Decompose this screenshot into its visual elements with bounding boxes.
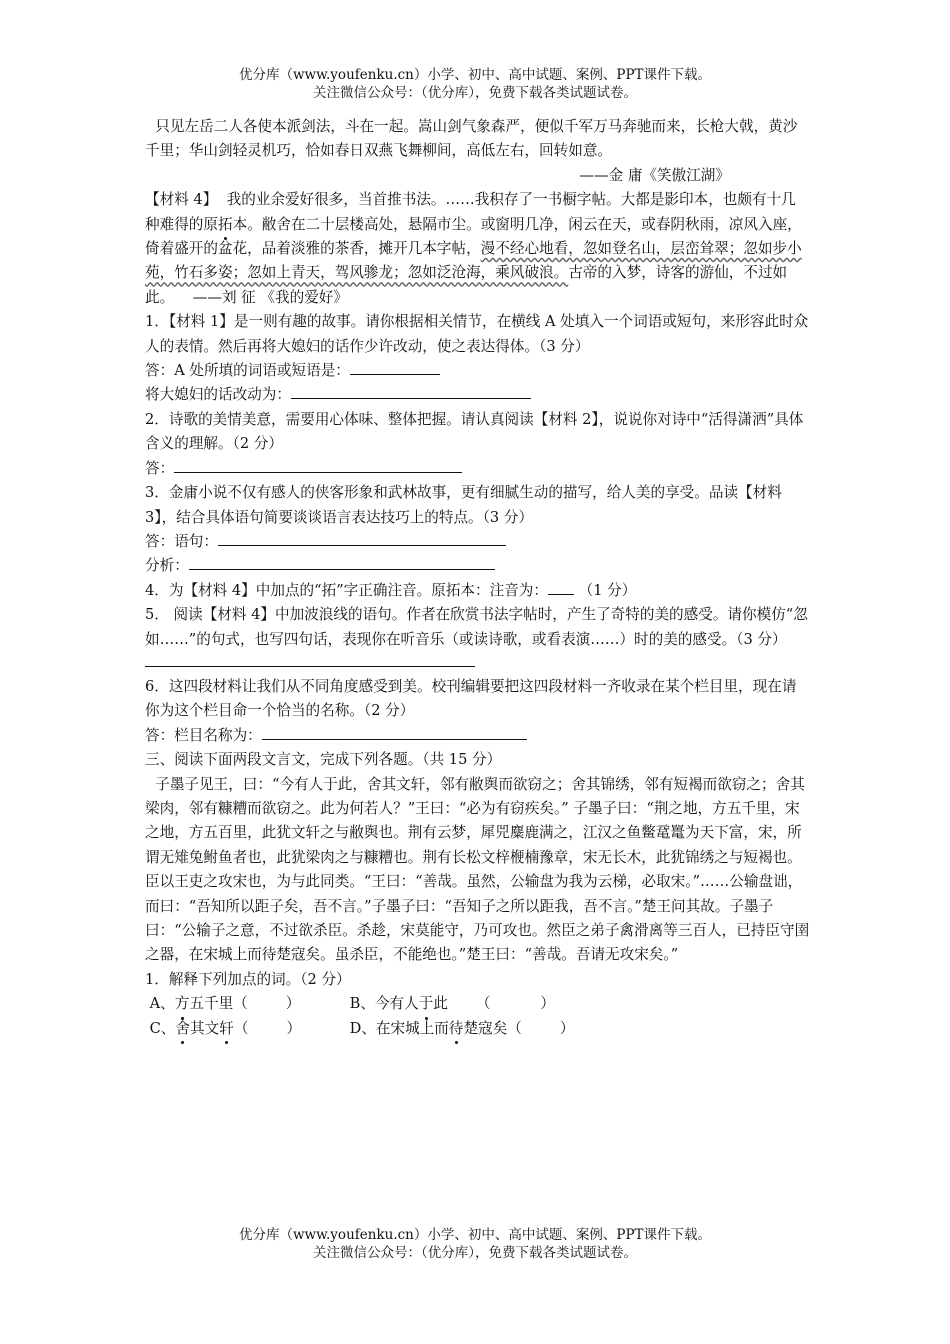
- footer-line-2: 关注微信公众号：（优分库），免费下载各类试题试卷。: [313, 1245, 637, 1261]
- page-footer: [0, 1226, 950, 1262]
- answer-blank[interactable]: [262, 724, 527, 740]
- material-4-text-post: 古帝的入梦，诗客的游仙，不过如此。: [145, 264, 788, 306]
- dotted-char: 拓: [218, 213, 233, 237]
- answer-label: 答：语句：: [145, 532, 218, 550]
- dotted-char: 舍: [175, 1017, 190, 1041]
- option-b: [350, 995, 555, 1012]
- material-4: [145, 188, 810, 310]
- material-4-text-mid: 本。敝舍在二十层楼高处，悬隔市尘。或窗明几净，闲云在天，或春阴秋雨，凉风入座，倚着盛开的盆花，品着淡雅的茶香，摊开几本字帖，: [145, 215, 802, 258]
- option-row-2: [145, 1017, 810, 1041]
- question-4-text: 4．为【材料 4】中加点的“: [145, 581, 322, 599]
- answer-label: 分析：: [145, 557, 189, 575]
- answer-blank[interactable]: [189, 554, 495, 570]
- material-4-source: ——刘 征 《我的爱好》: [192, 288, 348, 306]
- option-paren: （: [233, 1019, 249, 1037]
- question-2: 2．诗歌的美情美意，需要用心体味、整体把握。请认真阅读【材料 2】，说说你对诗中“活得潇洒”具体含义的理解。（2 分）: [145, 410, 804, 453]
- question-3-answer-a: [145, 530, 810, 554]
- option-paren: ）: [286, 1019, 302, 1037]
- question-1-answer-b: [145, 383, 810, 407]
- question-4-score: （1 分）: [578, 581, 637, 599]
- question-1: 1．【材料 1】是一则有趣的故事。请你根据相关情节，在横线 A 处填入一个词语或短句，来形容此时众人的表情。然后再将大媳妇的话作少许改动，使之表达得体。（3 分）: [145, 313, 809, 355]
- option-c: [145, 1017, 345, 1041]
- option-label: A、: [149, 995, 175, 1013]
- option-text: 楚寇矣（: [463, 1019, 522, 1037]
- material-4-text-pre: 我的业余爱好很多，当首推书法。……我积存了一书橱字帖。大都是影印本，也颇有十几种难得的原: [145, 191, 796, 233]
- header-line-2: 关注微信公众号：（优分库），免费下载各类试题试卷。: [313, 85, 637, 101]
- question-6: 6．这四段材料让我们从不同角度感受到美。校刊编辑要把这四段材料一齐收录在某个栏目里，现在请你为这个栏目命一个恰当的名称。（2 分）: [145, 677, 797, 720]
- option-paren: ）: [285, 995, 301, 1013]
- answer-blank[interactable]: [548, 579, 574, 595]
- material-3-source: ——金 庸《笑傲江湖》: [579, 166, 730, 184]
- answer-label: 将大媳妇的话改动为：: [145, 386, 291, 404]
- document-body: [145, 115, 810, 1041]
- option-text: 此: [433, 995, 448, 1013]
- section-3-question-1: 1．解释下列加点的词。（2 分）: [145, 970, 351, 988]
- header-line-1: 优分库（www.youfenku.cn）小学、初中、高中试题、案例、PPT课件下载。: [238, 67, 712, 83]
- option-row-1: [145, 992, 810, 1016]
- dotted-char: 方: [175, 992, 190, 1016]
- option-paren: ）: [559, 1019, 575, 1037]
- wavy-underlined-text: 漫不经心地看，忽如登名山，层峦耸翠；忽如步小苑，竹石多姿；忽如上青天，驾风骖龙；忽如泛沧海，乘风破浪。: [145, 240, 802, 282]
- question-2-answer: [145, 457, 810, 481]
- footer-line-1: 优分库（www.youfenku.cn）小学、初中、高中试题、案例、PPT课件下载。: [238, 1227, 712, 1243]
- question-4: [145, 579, 810, 603]
- answer-blank[interactable]: [291, 383, 531, 399]
- option-text: B、今有人: [349, 995, 419, 1013]
- question-3: 3．金庸小说不仅有感人的侠客形象和武林故事，更有细腻生动的描写，给人美的享受。品读【材料 3】，结合具体语句简要谈谈语言表达技巧上的特点。（3 分）: [145, 484, 782, 526]
- option-label: C、: [149, 1019, 176, 1037]
- page-header: [0, 66, 950, 102]
- answer-label: 答：: [145, 459, 175, 477]
- dotted-char: 于: [419, 992, 434, 1016]
- dotted-char: 轩: [219, 1017, 234, 1041]
- option-paren: ）: [540, 995, 556, 1013]
- section-3-title: 三、阅读下面两段文言文，完成下列各题。（共 15 分）: [145, 751, 502, 769]
- question-6-answer: [145, 724, 810, 748]
- answer-blank[interactable]: [350, 359, 440, 375]
- answer-label: 答：A 处所填的词语或短语是：: [145, 362, 350, 380]
- option-d: [350, 1020, 575, 1037]
- answer-blank[interactable]: [218, 530, 506, 546]
- option-text: D、在宋城上而: [349, 1019, 449, 1037]
- option-text: 其文: [190, 1019, 220, 1037]
- classical-passage: 子墨子见王，曰：“今有人于此，舍其文轩，邻有敝舆而欲窃之；舍其锦绣，邻有短褐而欲窃之；舍其梁肉，邻有糠糟而欲窃之。此为何若人？”王曰：“必为有窃疾矣。” 子墨子曰：“荆之地，方五千里，宋之地，方五百里，此犹文轩之与敝舆也。荆有云梦，犀兕麋鹿满之，江汉之鱼鳖鼋鼍为天下富，宋，所谓无雉兔鲋鱼者也，此犹梁肉之与糠糟也。荆有长松文梓楩楠豫章，宋无长木，此犹锦绣之与短褐也。臣以王吏之攻宋也，为与此同类。“王曰：“善哉。虽然，公输盘为我为云梯，必取宋。”……公输盘诎，而曰：“吾知所以距子矣，吾不言。”子墨子曰：“吾知子之所以距我，吾不言。”楚王问其故。子墨子曰：“公输子之意，不过欲杀臣。杀趁，宋莫能守，乃可攻也。然臣之弟子禽滑离等三百人，已持臣守圉之器，在宋城上而待楚寇矣。虽杀臣，不能绝也。”楚王曰：“善哉。吾请无攻宋矣。”: [145, 775, 810, 964]
- material-4-label: 【材料 4】: [145, 191, 218, 209]
- material-3-text: 只见左岳二人各使本派剑法，斗在一起。嵩山剑气象森严，便似千军万马奔驰而来，长枪大戟，黄沙千里；华山剑轻灵机巧，恰如春日双燕飞舞柳间，高低左右，回转如意。: [145, 118, 798, 160]
- option-paren: （: [475, 995, 491, 1013]
- answer-label: 答：栏目名称为：: [145, 726, 262, 744]
- question-4-char: 拓: [321, 581, 337, 599]
- question-1-answer-a: [145, 359, 810, 383]
- question-5: 5． 阅读【材料 4】中加波浪线的语句。作者在欣赏书法字帖时，产生了奇特的美的感受。请你模仿“忽如……”的句式，也写四句话，表现你在听音乐（或读诗歌，或看表演……）时的美的感受。（3 分）: [145, 606, 808, 648]
- option-text: 五千里（: [189, 995, 248, 1013]
- question-3-answer-b: [145, 554, 810, 578]
- question-4-text-post: ”字正确注音。原拓本：注音为：: [336, 581, 548, 599]
- option-a: [145, 992, 345, 1016]
- answer-blank[interactable]: [174, 457, 462, 473]
- answer-line[interactable]: [145, 652, 475, 667]
- dotted-char: 待: [449, 1017, 464, 1041]
